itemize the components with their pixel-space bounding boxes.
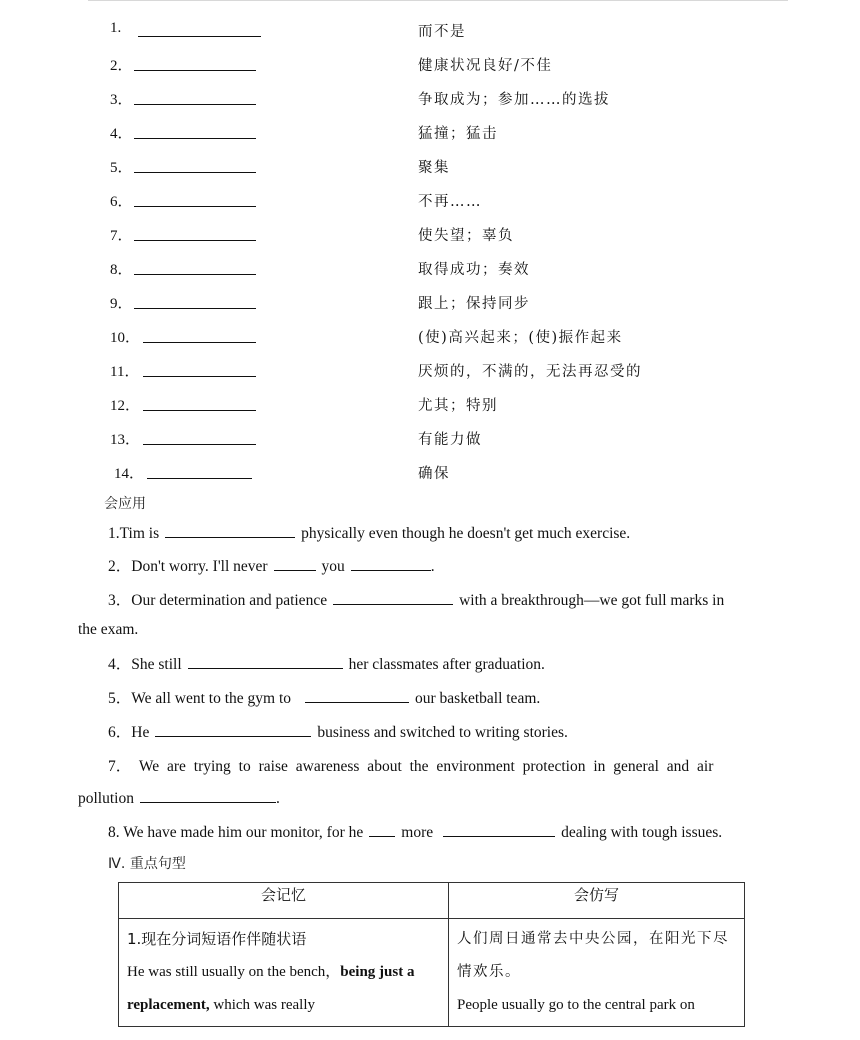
answer-blank[interactable]: [351, 556, 431, 571]
table-header-memorize: 会记忆: [119, 883, 449, 919]
vocab-row-4: [0, 120, 860, 144]
vocab-row-3: [0, 86, 860, 110]
sentence-text: 1.Tim is: [108, 525, 160, 542]
sentence-2: [108, 554, 435, 576]
section-heading-apply: 会应用: [104, 496, 146, 512]
vocab-row-14: [0, 460, 860, 484]
imitate-cell[interactable]: [449, 919, 745, 1027]
sentence-8: [108, 822, 722, 842]
vocab-row-5: [0, 154, 860, 178]
example-text: which was really: [209, 997, 316, 1013]
sentence-6: [108, 720, 568, 742]
sentence-text: more: [401, 824, 434, 841]
answer-blank[interactable]: [147, 478, 252, 479]
vocab-number: 10．: [110, 330, 141, 346]
vocab-meaning: 有能力做: [418, 432, 482, 448]
vocab-row-1: [0, 18, 860, 42]
sentence-text: 8. We have made him our monitor, for he: [108, 824, 364, 841]
vocab-number: 8．: [110, 262, 133, 278]
english-answer: People usually go to the central park on: [457, 997, 695, 1013]
answer-blank[interactable]: [274, 556, 316, 571]
example-text: He was still usually on the bench，: [127, 964, 341, 980]
vocab-row-6: [0, 188, 860, 212]
answer-blank[interactable]: [134, 104, 256, 105]
top-divider: [88, 0, 788, 1]
sentence-text: business and switched to writing stories.: [317, 724, 568, 741]
example-bold-phrase: being just a replacement,: [127, 964, 415, 1013]
answer-blank[interactable]: [134, 138, 256, 139]
vocab-meaning: (使)高兴起来；(使)振作起来: [418, 330, 623, 346]
vocab-row-11: [0, 358, 860, 382]
vocab-meaning: 厌烦的，不满的，无法再忍受的: [418, 364, 642, 380]
sentence-3: [108, 588, 724, 610]
pattern-title: 1.现在分词短语作伴随状语: [127, 930, 307, 948]
vocab-number: 7．: [110, 228, 133, 244]
answer-blank[interactable]: [140, 788, 276, 803]
vocab-number: 11．: [110, 364, 140, 380]
answer-blank[interactable]: [143, 342, 256, 343]
answer-blank[interactable]: [134, 240, 256, 241]
sentence-text: 5．We all went to the gym to: [108, 690, 291, 707]
sentence-text: 4．She still: [108, 656, 182, 673]
answer-blank[interactable]: [143, 410, 256, 411]
vocab-meaning: 尤其；特别: [418, 398, 498, 414]
vocab-number: 14．: [114, 466, 145, 482]
answer-blank[interactable]: [443, 822, 555, 837]
vocab-number: 3．: [110, 92, 133, 108]
sentence-text: 2．Don't worry. I'll never: [108, 558, 268, 575]
vocab-meaning: 确保: [418, 466, 450, 482]
vocab-meaning: 跟上；保持同步: [418, 296, 530, 312]
sentence-7-cont: [78, 788, 280, 808]
vocab-meaning: 争取成为；参加……的选拔: [418, 92, 610, 108]
vocab-number: 1.: [110, 20, 122, 36]
answer-blank[interactable]: [134, 172, 256, 173]
vocab-row-12: [0, 392, 860, 416]
vocab-meaning: 不再……: [418, 194, 482, 210]
sentence-text: with a breakthrough—we got full marks in: [459, 592, 725, 609]
answer-blank[interactable]: [143, 444, 256, 445]
vocab-row-9: [0, 290, 860, 314]
sentence-text: physically even though he doesn't get much exercise.: [301, 525, 631, 542]
sentence-5: [108, 686, 540, 708]
sentence-text: her classmates after graduation.: [348, 656, 545, 673]
sentence-text: our basketball team.: [415, 690, 541, 707]
sentence-text: .: [430, 558, 435, 575]
chinese-prompt: 人们周日通常去中央公园，在阳光下尽情欢乐。: [457, 931, 729, 980]
sentence-text: pollution: [78, 790, 134, 807]
answer-blank[interactable]: [134, 274, 256, 275]
sentence-text: .: [275, 790, 280, 807]
sentence-text: dealing with tough issues.: [561, 824, 723, 841]
table-header-imitate: 会仿写: [449, 883, 745, 919]
answer-blank[interactable]: [134, 206, 256, 207]
sentence-text: 6．He: [108, 724, 150, 741]
answer-blank[interactable]: [138, 36, 261, 37]
answer-blank[interactable]: [155, 722, 311, 737]
vocab-row-7: [0, 222, 860, 246]
section-heading-patterns: Ⅳ. 重点句型: [108, 856, 186, 872]
sentence-7: 7． We are trying to raise awareness about the environment protection in general and air: [108, 758, 714, 775]
vocab-number: 2．: [110, 58, 133, 74]
vocab-meaning: 而不是: [418, 24, 466, 40]
sentence-1: [108, 523, 630, 543]
sentence-3-cont: the exam.: [78, 621, 139, 638]
vocab-number: 5．: [110, 160, 133, 176]
vocab-row-13: [0, 426, 860, 450]
answer-blank[interactable]: [165, 523, 295, 538]
vocab-row-8: [0, 256, 860, 280]
vocab-meaning: 使失望；辜负: [418, 228, 514, 244]
sentence-text: you: [321, 558, 345, 575]
vocab-number: 6．: [110, 194, 133, 210]
answer-blank[interactable]: [134, 308, 256, 309]
vocab-meaning: 猛撞；猛击: [418, 126, 498, 142]
vocab-number: 4．: [110, 126, 133, 142]
vocab-row-10: [0, 324, 860, 348]
answer-blank[interactable]: [305, 688, 409, 703]
vocab-meaning: 健康状况良好/不佳: [418, 58, 553, 74]
answer-blank[interactable]: [134, 70, 256, 71]
answer-blank[interactable]: [369, 822, 395, 837]
answer-blank[interactable]: [143, 376, 256, 377]
memorize-cell: [119, 919, 449, 1027]
vocab-number: 12．: [110, 398, 141, 414]
vocab-meaning: 聚集: [418, 160, 450, 176]
vocab-meaning: 取得成功；奏效: [418, 262, 530, 278]
vocab-number: 9．: [110, 296, 133, 312]
vocab-number: 13．: [110, 432, 141, 448]
sentence-4: [108, 652, 545, 674]
answer-blank[interactable]: [333, 590, 453, 605]
sentence-text: 3．Our determination and patience: [108, 592, 328, 609]
answer-blank[interactable]: [188, 654, 343, 669]
pattern-table: [118, 882, 745, 1027]
vocab-row-2: [0, 52, 860, 76]
example-sentence: [127, 956, 440, 1022]
